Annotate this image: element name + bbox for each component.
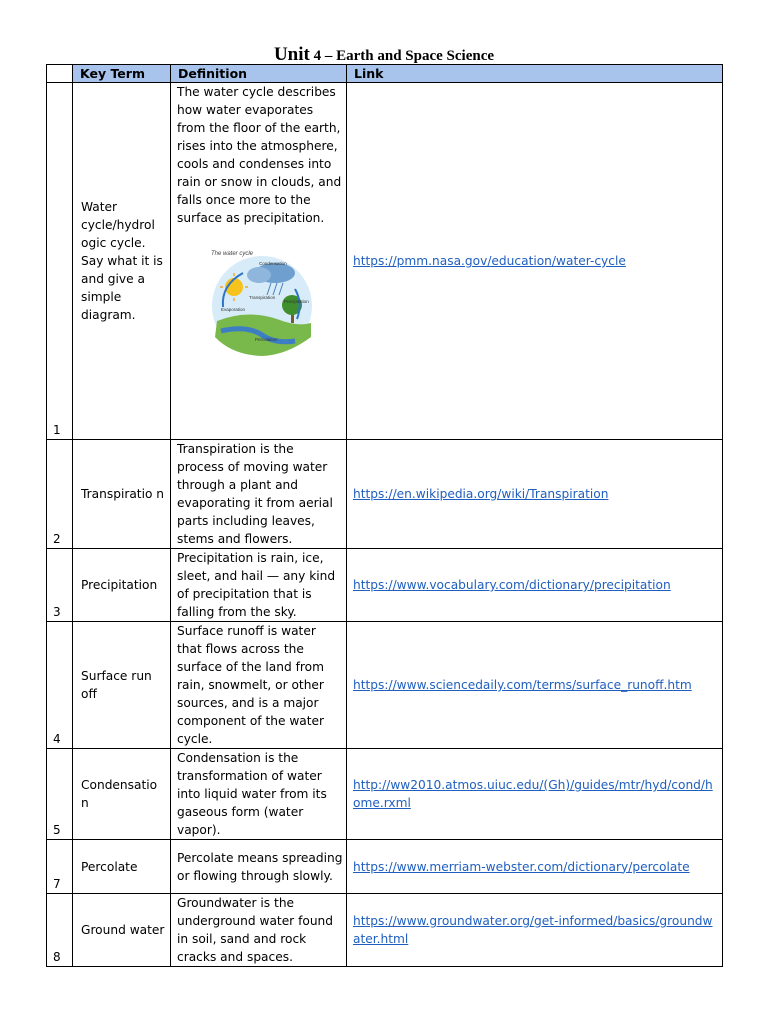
header-link: Link: [347, 65, 723, 83]
label-evaporation: Evaporation: [221, 307, 246, 312]
row-number: 3: [47, 549, 73, 622]
reference-link[interactable]: http://ww2010.atmos.uiuc.edu/(Gh)/guides/mtr/hyd/cond/home.rxml: [353, 778, 713, 810]
header-definition: Definition: [171, 65, 347, 83]
link-cell: [347, 622, 723, 749]
row-number: 4: [47, 622, 73, 749]
link-cell: [347, 894, 723, 967]
title-subject: 4 – Earth and Space Science: [309, 48, 495, 64]
row-number: 8: [47, 894, 73, 967]
definition: [171, 83, 347, 440]
reference-link[interactable]: https://www.sciencedaily.com/terms/surface_runoff.htm: [353, 678, 692, 692]
table-row: [47, 440, 723, 549]
key-term: Water cycle/hydrol ogic cycle. Say what it is and give a simple diagram.: [73, 83, 171, 440]
table-row: [47, 622, 723, 749]
row-number: 7: [47, 840, 73, 894]
label-percolation: Percolation: [255, 337, 278, 342]
label-transpiration: Transpiration: [249, 295, 276, 300]
header-key-term: Key Term: [73, 65, 171, 83]
definition: Condensation is the transformation of water into liquid water from its gaseous form (water vapor).: [171, 749, 347, 840]
key-term: Condensatio n: [73, 749, 171, 840]
label-condensation: Condensation: [259, 261, 287, 266]
label-precipitation: Precipitation: [284, 299, 309, 304]
reference-link[interactable]: https://www.groundwater.org/get-informed/basics/groundwater.html: [353, 914, 713, 946]
definition-text: The water cycle describes how water evaporates from the floor of the earth, rises into the atmosphere, cools and condenses into rain or snow in clouds, and falls once more to the surface as precipitation.: [177, 85, 342, 225]
key-term: Transpiratio n: [73, 440, 171, 549]
row-number: 2: [47, 440, 73, 549]
link-cell: [347, 749, 723, 840]
title-unit: Unit: [273, 44, 310, 65]
document-title: [0, 44, 768, 66]
key-term: Precipitation: [73, 549, 171, 622]
header-num: [47, 65, 73, 83]
definition: Groundwater is the underground water found in soil, sand and rock cracks and spaces.: [171, 894, 347, 967]
reference-link[interactable]: https://pmm.nasa.gov/education/water-cycle: [353, 254, 626, 268]
row-number: 1: [47, 83, 73, 440]
key-term: Percolate: [73, 840, 171, 894]
definition: Surface runoff is water that flows across the surface of the land from rain, snowmelt, or other sources, and is a major component of the water cycle.: [171, 622, 347, 749]
definition: Percolate means spreading or flowing through slowly.: [171, 840, 347, 894]
reference-link[interactable]: https://en.wikipedia.org/wiki/Transpiration: [353, 487, 609, 501]
reference-link[interactable]: https://www.merriam-webster.com/dictionary/percolate: [353, 859, 690, 874]
diagram-title: The water cycle: [211, 251, 254, 257]
link-cell: [347, 840, 723, 894]
key-term: Surface run off: [73, 622, 171, 749]
table-row: [47, 894, 723, 967]
definition: Precipitation is rain, ice, sleet, and hail — any kind of precipitation that is falling from the sky.: [171, 549, 347, 622]
table-row: [47, 840, 723, 894]
definition: Transpiration is the process of moving water through a plant and evaporating it from aerial parts including leaves, stems and flowers.: [171, 440, 347, 549]
link-cell: [347, 440, 723, 549]
table-row: [47, 549, 723, 622]
key-term: Ground water: [73, 894, 171, 967]
water-cycle-diagram: [177, 249, 317, 357]
table-row: [47, 83, 723, 440]
link-cell: [347, 549, 723, 622]
header-row: [47, 65, 723, 83]
table-row: [47, 749, 723, 840]
row-number: 5: [47, 749, 73, 840]
key-terms-table: [46, 64, 723, 967]
reference-link[interactable]: https://www.vocabulary.com/dictionary/precipitation: [353, 578, 671, 592]
link-cell: [347, 83, 723, 440]
